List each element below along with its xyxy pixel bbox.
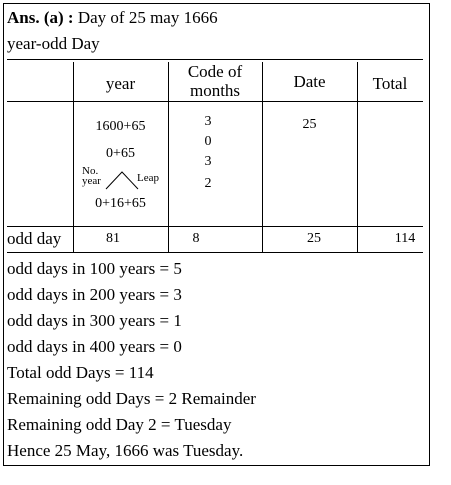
month-code-4: 2: [204, 176, 212, 191]
line-odd-days-400: odd days in 400 years = 0: [7, 337, 182, 356]
line-remaining-day: Remaining odd Day 2 = Tuesday: [7, 415, 232, 434]
answer-label: Ans. (a) :: [7, 8, 74, 27]
odd-day-year: 81: [106, 231, 120, 246]
split-label-no: No.: [82, 165, 99, 177]
col-header-date: Date: [293, 72, 326, 91]
date-value: 25: [302, 117, 317, 132]
line-odd-days-200: odd days in 200 years = 3: [7, 285, 182, 304]
line-remaining-odd-days: Remaining odd Days = 2 Remainder: [7, 389, 256, 408]
odd-day-total: 114: [394, 231, 416, 246]
col-header-total: Total: [372, 74, 408, 93]
header-bottom-rule: [7, 101, 423, 102]
odd-day-row-top-rule: [7, 226, 423, 227]
odd-day-date: 25: [307, 231, 321, 246]
col-header-code-line1: Code of: [187, 62, 243, 81]
col-header-code-line2: months: [189, 81, 241, 100]
month-code-1: 3: [204, 114, 212, 129]
table-top-rule: [7, 59, 423, 60]
line-conclusion: Hence 25 May, 1666 was Tuesday.: [7, 441, 244, 460]
year-work-line1: 1600+65: [95, 119, 146, 134]
subtitle: year-odd Day: [7, 34, 100, 53]
line-odd-days-300: odd days in 300 years = 1: [7, 311, 182, 330]
year-work-line2: 0+65: [106, 146, 135, 161]
col-header-year: year: [105, 74, 136, 93]
table-bottom-rule: [7, 252, 423, 253]
split-label-leap: Leap: [137, 172, 159, 184]
line-total-odd-days: Total odd Days = 114: [7, 363, 154, 382]
split-label-year: year: [82, 175, 101, 187]
answer-text: Day of 25 may 1666: [73, 8, 218, 27]
year-work-line3: 0+16+65: [95, 196, 146, 211]
odd-day-label: odd day: [7, 229, 62, 248]
odd-day-code: 8: [192, 231, 200, 246]
month-code-2: 0: [204, 134, 212, 149]
answer-heading: [7, 8, 218, 28]
line-odd-days-100: odd days in 100 years = 5: [7, 259, 182, 278]
month-code-3: 3: [204, 154, 212, 169]
